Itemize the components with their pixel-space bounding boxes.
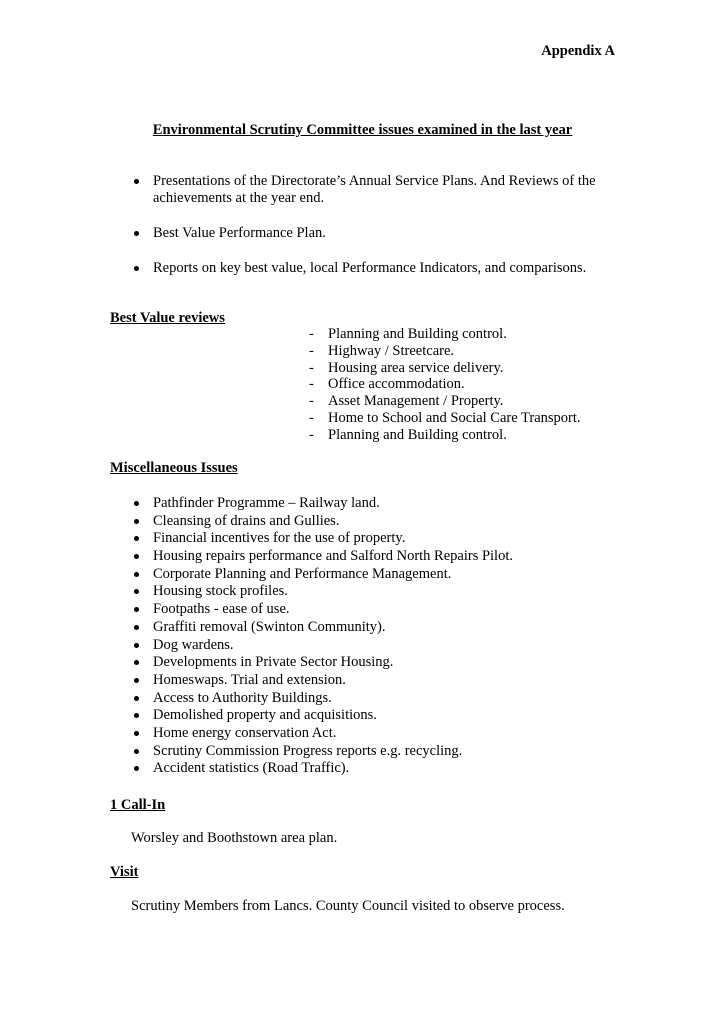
list-item: - Planning and Building control. <box>307 427 627 444</box>
list-item: Scrutiny Commission Progress reports e.g. recycling. <box>131 743 611 761</box>
list-item: Access to Authority Buildings. <box>131 690 611 708</box>
call-in-text: Worsley and Boothstown area plan. <box>131 830 338 846</box>
list-item: - Highway / Streetcare. <box>307 343 627 360</box>
list-item: Home energy conservation Act. <box>131 725 611 743</box>
list-item: Financial incentives for the use of property. <box>131 530 611 548</box>
list-item: Graffiti removal (Swinton Community). <box>131 619 611 637</box>
best-value-heading: Best Value reviews <box>110 310 225 326</box>
page-title: Environmental Scrutiny Committee issues examined in the last year <box>152 122 573 138</box>
list-item: - Planning and Building control. <box>307 326 627 343</box>
list-item: Housing stock profiles. <box>131 583 611 601</box>
list-item: Accident statistics (Road Traffic). <box>131 760 611 778</box>
intro-item-performance-plan: Best Value Performance Plan. <box>131 225 611 242</box>
list-item: Housing repairs performance and Salford North Repairs Pilot. <box>131 548 611 566</box>
visit-text: Scrutiny Members from Lancs. County Council visited to observe process. <box>131 898 565 914</box>
list-item: Homeswaps. Trial and extension. <box>131 672 611 690</box>
miscellaneous-list <box>131 495 611 778</box>
miscellaneous-heading: Miscellaneous Issues <box>110 460 238 476</box>
list-item: Footpaths - ease of use. <box>131 601 611 619</box>
list-item: - Home to School and Social Care Transport. <box>307 410 627 427</box>
list-item: Cleansing of drains and Gullies. <box>131 513 611 531</box>
list-item: - Asset Management / Property. <box>307 393 627 410</box>
best-value-list <box>307 326 627 444</box>
intro-item-service-plans: Presentations of the Directorate’s Annual Service Plans. And Reviews of the achievements at the year end. <box>131 173 611 207</box>
intro-item-performance-indicators: Reports on key best value, local Performance Indicators, and comparisons. <box>131 260 611 277</box>
list-item: Corporate Planning and Performance Management. <box>131 566 611 584</box>
call-in-heading: 1 Call-In <box>110 797 166 813</box>
list-item: Developments in Private Sector Housing. <box>131 654 611 672</box>
intro-list <box>131 173 611 295</box>
list-item: - Housing area service delivery. <box>307 360 627 377</box>
list-item: Demolished property and acquisitions. <box>131 707 611 725</box>
list-item: Pathfinder Programme – Railway land. <box>131 495 611 513</box>
appendix-label: Appendix A <box>541 43 615 59</box>
visit-heading: Visit <box>110 864 139 880</box>
list-item: - Office accommodation. <box>307 376 627 393</box>
list-item: Dog wardens. <box>131 637 611 655</box>
